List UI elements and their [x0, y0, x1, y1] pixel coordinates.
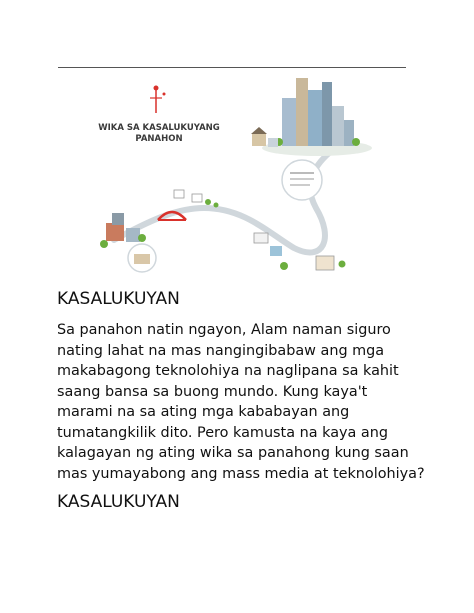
left-town-icon: [100, 213, 146, 248]
illustration-canvas: [84, 68, 374, 286]
houses-icon: [251, 127, 278, 147]
antenna-icon: [150, 86, 166, 114]
info-bubble-left: [128, 244, 156, 272]
city-skyline-icon: [262, 78, 372, 156]
info-bubble-right: [282, 160, 322, 200]
illustration-title-line2: PANAHON: [135, 134, 183, 144]
illustration-title: [84, 123, 234, 145]
section-heading-repeat: KASALUKUYAN: [57, 492, 180, 512]
section-paragraph: Sa panahon natin ngayon, Alam naman siguro nating lahat na mas nangingibabaw ang mga makabagong teknolohiya na naglipana sa kahit saang bansa sa buong mundo. Kung kaya't marami na sa ating mga kababayan ang tumatangkilik dito. Pero kamusta na kaya ang kalagayan ng ating wika sa panahong kung saan mas yumayabong ang mass media at teknolohiya?: [57, 322, 425, 482]
signpost-icons: [174, 190, 219, 208]
illustration-title-line1: WIKA SA KASALUKUYANG: [98, 123, 220, 133]
section-heading: KASALUKUYAN: [57, 289, 180, 309]
timeline-illustration: [84, 68, 374, 286]
